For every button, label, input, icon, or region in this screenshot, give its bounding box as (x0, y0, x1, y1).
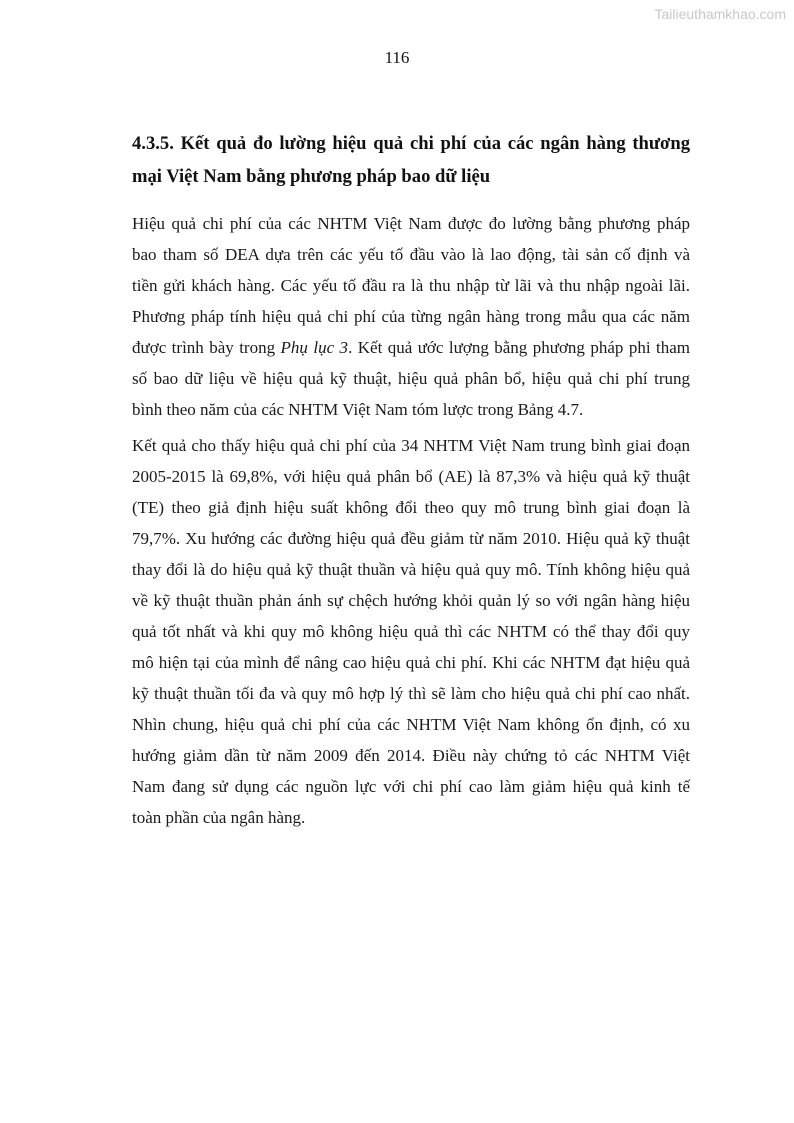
paragraph-line: tiền gửi khách hàng. Các yếu tố đầu ra là thu nhập từ lãi và thu nhập ngoài lãi. (132, 276, 690, 295)
watermark: Tailieuthamkhao.com (654, 6, 786, 22)
paragraph-line: Nhìn chung, hiệu quả chi phí của các NHTM Việt Nam không ổn định, có xu (132, 715, 690, 734)
paragraph-line: Phương pháp tính hiệu quả chi phí của từng ngân hàng trong mẫu qua các năm (132, 307, 690, 326)
line-text: . Kết quả ước lượng bằng phương pháp phi tham (348, 338, 690, 357)
paragraph-line: hướng giảm dần từ năm 2009 đến 2014. Điều này chứng tỏ các NHTM Việt (132, 746, 690, 765)
paragraph-line: kỹ thuật thuần tối đa và quy mô hợp lý thì sẽ làm cho hiệu quả chi phí cao nhất. (132, 684, 690, 703)
section-heading-line-2: mại Việt Nam bằng phương pháp bao dữ liệu (132, 166, 491, 187)
paragraph-line: mô hiện tại của mình để nâng cao hiệu quả chi phí. Khi các NHTM đạt hiệu quả (132, 653, 690, 672)
paragraph-line: bình theo năm của các NHTM Việt Nam tóm lược trong Bảng 4.7. (132, 400, 584, 419)
paragraph-line: 2005-2015 là 69,8%, với hiệu quả phân bổ (AE) là 87,3% và hiệu quả kỹ thuật (132, 467, 690, 486)
paragraph-line: Kết quả cho thấy hiệu quả chi phí của 34 NHTM Việt Nam trung bình giai đoạn (132, 436, 690, 455)
page-number: 116 (384, 48, 410, 67)
paragraph-line: toàn phần của ngân hàng. (132, 808, 306, 827)
paragraph-line: 79,7%. Xu hướng các đường hiệu quả đều giảm từ năm 2010. Hiệu quả kỹ thuật (132, 529, 690, 548)
paragraph-line: Hiệu quả chi phí của các NHTM Việt Nam được đo lường bằng phương pháp (132, 214, 690, 233)
paragraph-line: quả tốt nhất và khi quy mô không hiệu quả thì các NHTM có thể thay đổi quy (132, 622, 690, 641)
section-heading-line-1: 4.3.5. Kết quả đo lường hiệu quả chi phí của các ngân hàng thương (132, 133, 690, 154)
paragraph-line: thay đổi là do hiệu quả kỹ thuật thuần và hiệu quả quy mô. Tính không hiệu quả (132, 560, 690, 579)
paragraph-line: bao tham số DEA dựa trên các yếu tố đầu vào là lao động, tài sản cố định và (132, 245, 690, 264)
paragraph-line-with-reference (132, 338, 690, 358)
line-text: được trình bày trong (132, 338, 281, 357)
appendix-reference: Phụ lục 3 (280, 338, 349, 357)
paragraph-line: số bao dữ liệu về hiệu quả kỹ thuật, hiệu quả phân bổ, hiệu quả chi phí trung (132, 369, 690, 388)
paragraph-line: Nam đang sử dụng các nguồn lực với chi phí cao làm giảm hiệu quả kinh tế (132, 777, 690, 796)
paragraph-line: (TE) theo giả định hiệu suất không đổi theo quy mô trung bình giai đoạn là (132, 498, 690, 517)
paragraph-line: về kỹ thuật thuần phản ánh sự chệch hướng khỏi quản lý so với ngân hàng hiệu (132, 591, 690, 610)
